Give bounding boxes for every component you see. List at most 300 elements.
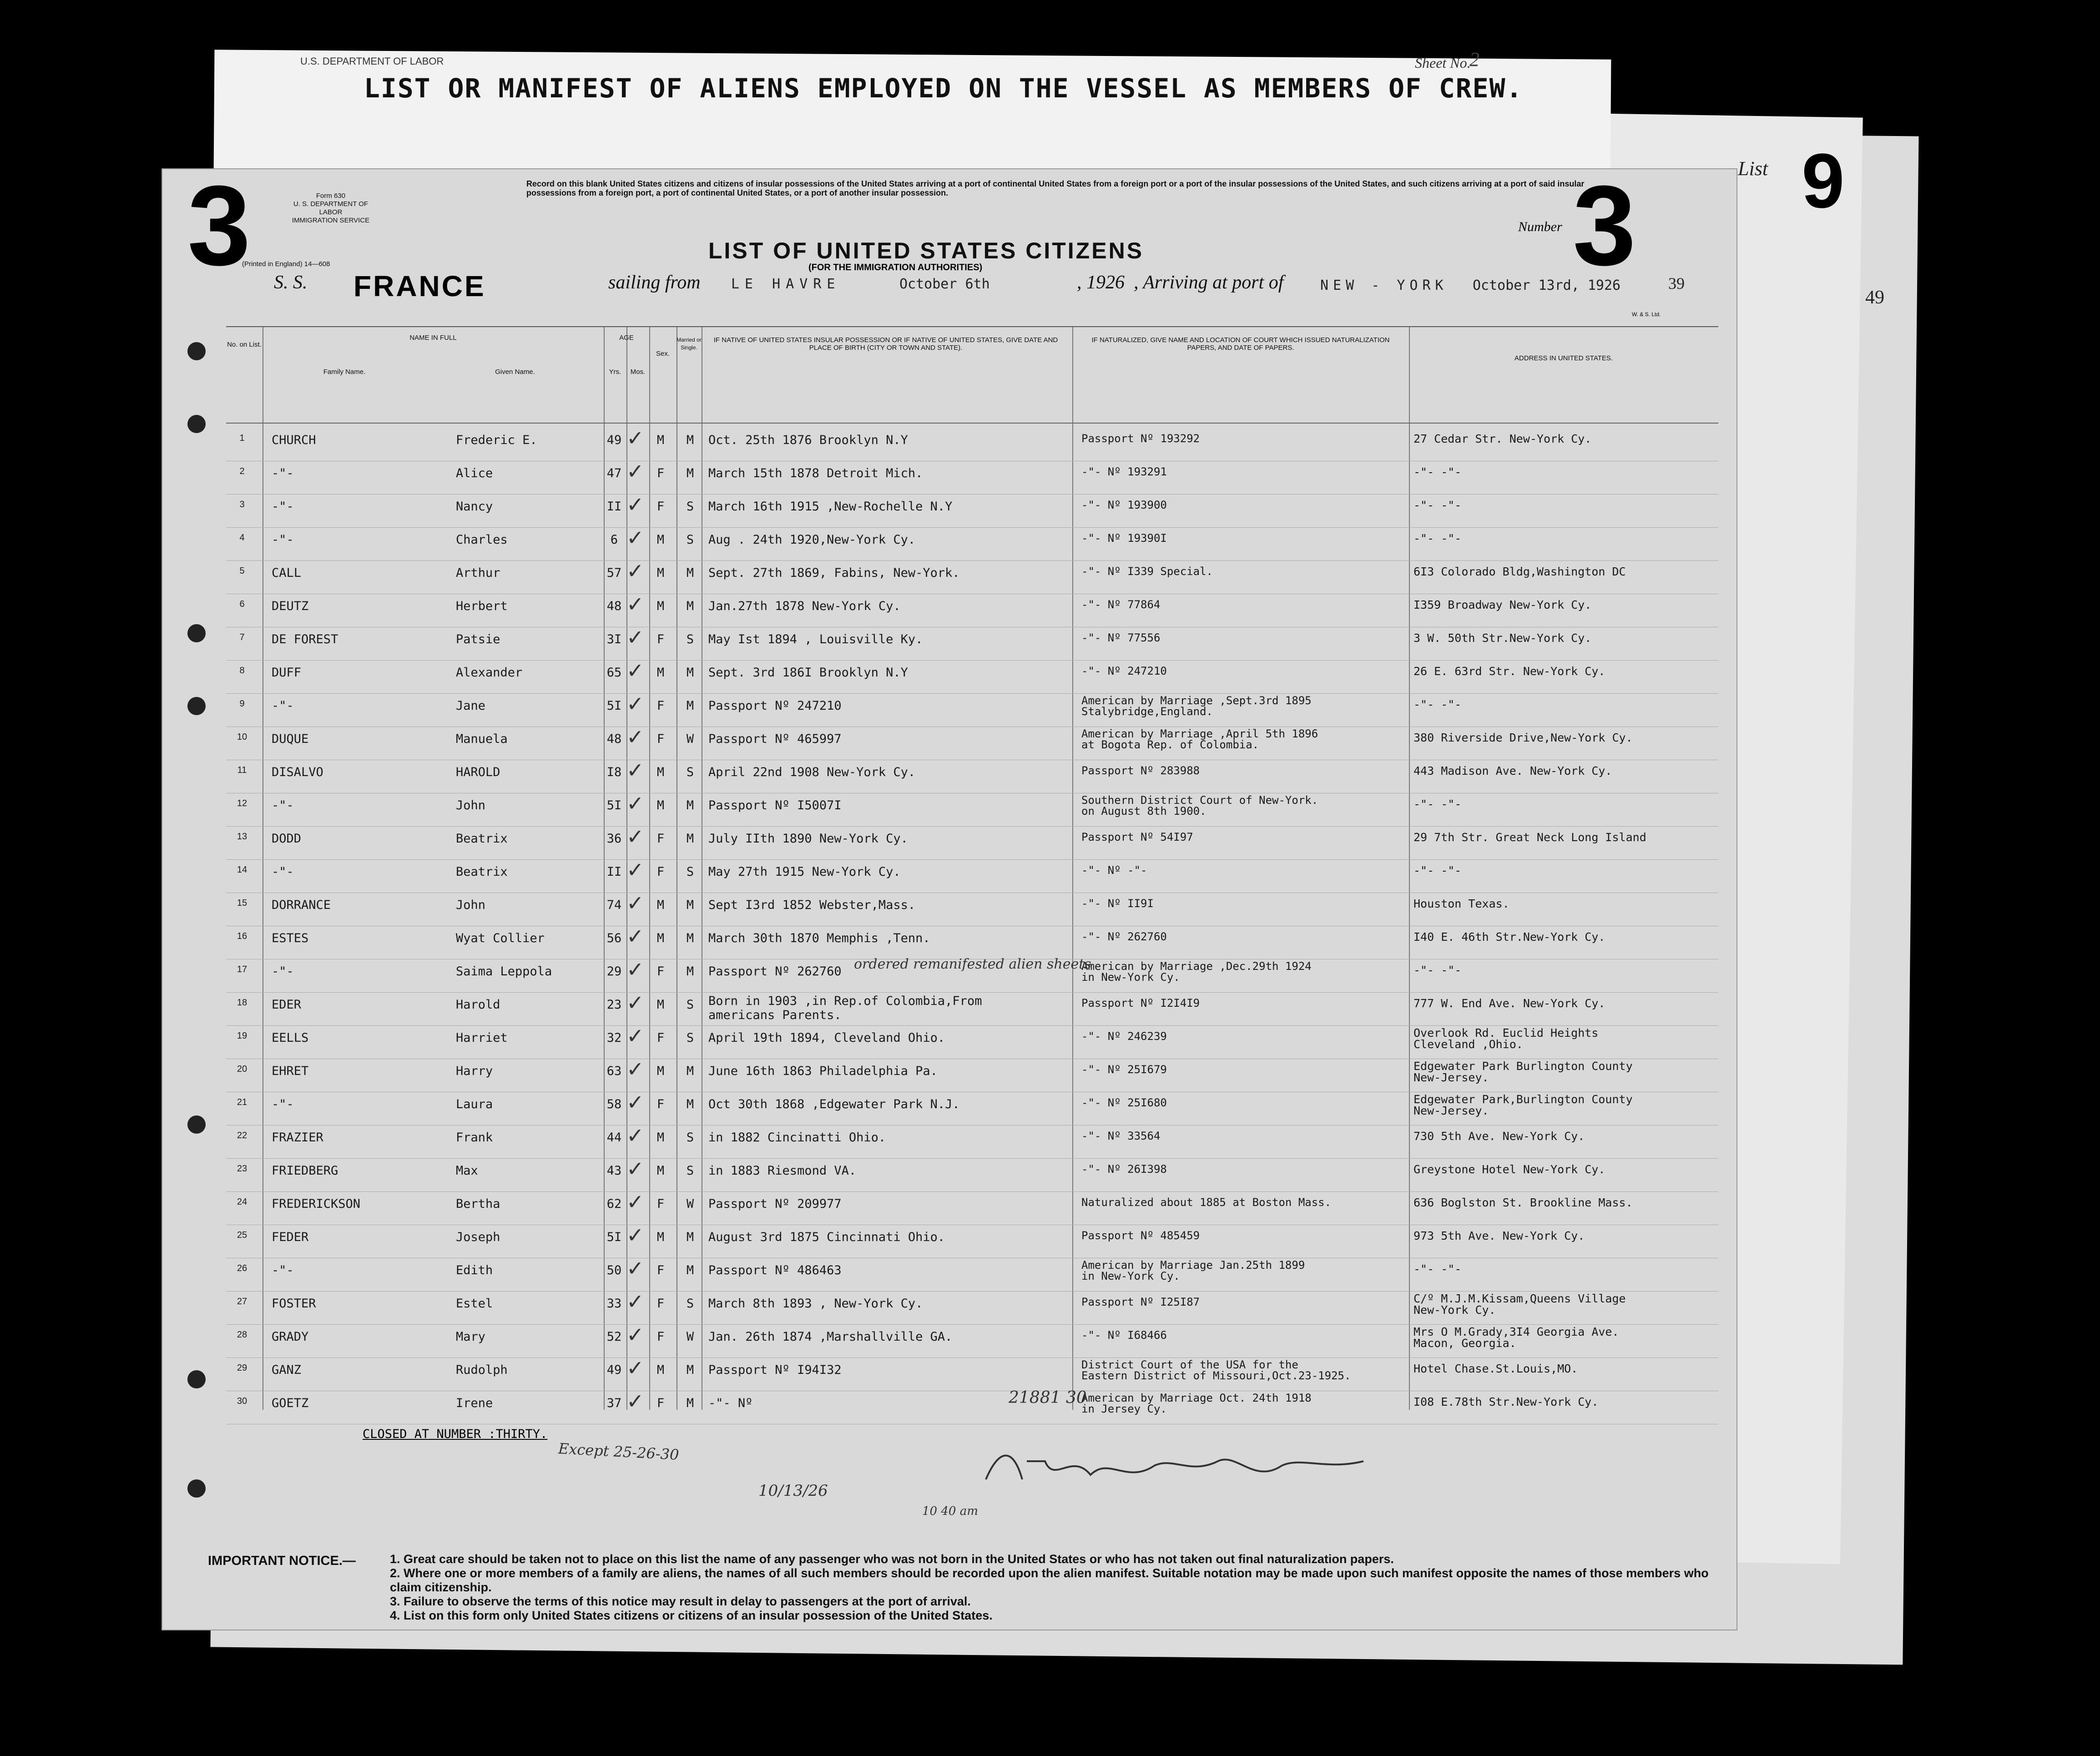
naturalization-info: Naturalized about 1885 at Boston Mass. bbox=[1081, 1196, 1332, 1209]
sex: F bbox=[656, 1263, 665, 1277]
age-years: II bbox=[606, 500, 622, 514]
marital-status: M bbox=[686, 566, 694, 580]
row-number: 13 bbox=[237, 832, 247, 842]
us-address: -"- -"- bbox=[1413, 698, 1462, 711]
birth-info: March 8th 1893 , New-York Cy. bbox=[708, 1297, 923, 1311]
given-name: Patsie bbox=[456, 632, 500, 646]
table-row bbox=[226, 525, 1718, 562]
binder-hole bbox=[187, 342, 206, 360]
marital-status: W bbox=[686, 1330, 694, 1344]
marital-status: M bbox=[686, 1230, 694, 1244]
check-mark-icon: ✓ bbox=[626, 658, 644, 683]
check-mark-icon: ✓ bbox=[626, 1123, 644, 1148]
birth-info: Passport Nº 262760 bbox=[708, 964, 842, 979]
age-years: 43 bbox=[606, 1164, 622, 1178]
family-name: ESTES bbox=[272, 931, 309, 945]
given-name: Wyat Collier bbox=[456, 931, 545, 945]
sex: F bbox=[656, 466, 665, 480]
marital-status: S bbox=[686, 632, 694, 646]
sex: M bbox=[656, 898, 665, 912]
marital-status: S bbox=[686, 1164, 694, 1178]
age-years: 48 bbox=[606, 599, 622, 613]
naturalization-info: -"- Nº 77864 bbox=[1081, 598, 1161, 611]
given-name: Alice bbox=[456, 466, 493, 480]
sex: M bbox=[656, 566, 665, 580]
family-name: FRAZIER bbox=[272, 1130, 323, 1145]
marital-status: M bbox=[686, 1396, 694, 1410]
check-mark-icon: ✓ bbox=[626, 1389, 644, 1413]
back-page-number: 49 bbox=[1865, 287, 1884, 308]
check-mark-icon: ✓ bbox=[626, 459, 644, 484]
binder-hole bbox=[187, 1115, 206, 1134]
col-no: No. on List. bbox=[227, 341, 262, 348]
age-years: 52 bbox=[606, 1330, 622, 1344]
check-mark-icon: ✓ bbox=[626, 1223, 644, 1247]
table-row bbox=[226, 592, 1718, 629]
given-name: Harold bbox=[456, 998, 500, 1012]
check-mark-icon: ✓ bbox=[626, 1024, 644, 1048]
to-port: NEW - YORK bbox=[1320, 278, 1448, 293]
col-address: ADDRESS IN UNITED STATES. bbox=[1514, 354, 1613, 362]
arriving-label: , Arriving at port of bbox=[1134, 272, 1284, 293]
marital-status: S bbox=[686, 533, 694, 547]
col-yrs: Yrs. bbox=[609, 368, 621, 376]
number-label: Number bbox=[1518, 219, 1562, 234]
sex: F bbox=[656, 832, 665, 846]
family-name: -"- bbox=[272, 964, 294, 979]
naturalization-info: Passport Nº 485459 bbox=[1081, 1229, 1200, 1242]
table-row bbox=[226, 1123, 1718, 1160]
table-row bbox=[226, 824, 1718, 861]
marital-status: M bbox=[686, 699, 694, 713]
birth-info: July IIth 1890 New-York Cy. bbox=[708, 832, 908, 846]
table-row bbox=[226, 1389, 1718, 1426]
naturalization-info: Passport Nº 54I97 bbox=[1081, 831, 1193, 843]
given-name: Arthur bbox=[456, 566, 500, 580]
age-years: 62 bbox=[606, 1197, 622, 1211]
printed-note: (Printed in England) 14—608 bbox=[242, 260, 330, 268]
form-page-number: 39 bbox=[1668, 274, 1685, 293]
naturalization-info: -"- Nº 25I679 bbox=[1081, 1063, 1167, 1076]
marital-status: M bbox=[686, 964, 694, 979]
check-mark-icon: ✓ bbox=[626, 791, 644, 816]
check-mark-icon: ✓ bbox=[626, 492, 644, 517]
naturalization-info: Passport Nº 193292 bbox=[1081, 432, 1200, 445]
family-name: -"- bbox=[272, 500, 294, 514]
row-number: 12 bbox=[237, 798, 247, 808]
row-number: 6 bbox=[239, 599, 245, 609]
family-name: -"- bbox=[272, 466, 294, 480]
row-number: 2 bbox=[239, 466, 245, 476]
col-sex: Sex. bbox=[656, 350, 670, 358]
birth-info: March 30th 1870 Memphis ,Tenn. bbox=[708, 931, 930, 945]
us-address: -"- -"- bbox=[1413, 964, 1462, 977]
binder-hole bbox=[187, 1479, 206, 1498]
us-address: C/º M.J.M.Kissam,Queens Village New-York Cy. bbox=[1413, 1292, 1626, 1317]
marital-status: M bbox=[686, 666, 694, 680]
birth-info: Oct 30th 1868 ,Edgewater Park N.J. bbox=[708, 1097, 960, 1111]
us-address: 26 E. 63rd Str. New-York Cy. bbox=[1413, 665, 1605, 678]
given-name: Manuela bbox=[456, 732, 508, 746]
row-number: 21 bbox=[237, 1097, 247, 1107]
age-years: 37 bbox=[606, 1396, 622, 1410]
sex: M bbox=[656, 1130, 665, 1145]
birth-info: April 19th 1894, Cleveland Ohio. bbox=[708, 1031, 945, 1045]
birth-info: in 1883 Riesmond VA. bbox=[708, 1164, 857, 1178]
row-number: 5 bbox=[239, 566, 245, 576]
back-sheet-value: 2 bbox=[1469, 48, 1479, 71]
sex: F bbox=[656, 1031, 665, 1045]
marital-status: W bbox=[686, 1197, 694, 1211]
family-name: DEUTZ bbox=[272, 599, 309, 613]
age-years: 23 bbox=[606, 998, 622, 1012]
naturalization-info: -"- Nº 193900 bbox=[1081, 499, 1167, 511]
row-number: 8 bbox=[239, 666, 245, 676]
us-address: 29 7th Str. Great Neck Long Island bbox=[1413, 831, 1646, 844]
row-number: 20 bbox=[237, 1064, 247, 1074]
naturalization-info: American by Marriage ,Sept.3rd 1895 Stalybridge,England. bbox=[1081, 694, 1312, 718]
family-name: CALL bbox=[272, 566, 302, 580]
row-number: 11 bbox=[237, 765, 247, 775]
sex: M bbox=[656, 599, 665, 613]
birth-info: Jan. 26th 1874 ,Marshallville GA. bbox=[708, 1330, 953, 1344]
given-name: Laura bbox=[456, 1097, 493, 1111]
marital-status: M bbox=[686, 433, 694, 447]
ship-name: FRANCE bbox=[353, 270, 486, 303]
check-mark-icon: ✓ bbox=[626, 1190, 644, 1214]
table-row bbox=[226, 1156, 1718, 1193]
row-number: 23 bbox=[237, 1164, 247, 1174]
birth-info: -"- Nº bbox=[708, 1396, 753, 1410]
birth-info: Passport Nº 247210 bbox=[708, 699, 842, 713]
age-years: 47 bbox=[606, 466, 622, 480]
age-years: 49 bbox=[606, 1363, 622, 1377]
table-row bbox=[226, 990, 1718, 1027]
family-name: EHRET bbox=[272, 1064, 309, 1078]
marital-status: M bbox=[686, 898, 694, 912]
row-number: 15 bbox=[237, 898, 247, 908]
notice-item: 2. Where one or more members of a family are aliens, the names of all such members should be recorded upon the alien manifest. Suitable notation may be made upon such manifest opposite the names of those members who claim citizenship. bbox=[390, 1566, 1709, 1594]
family-name: FOSTER bbox=[272, 1297, 316, 1311]
us-address: I359 Broadway New-York Cy. bbox=[1413, 598, 1592, 611]
age-years: 5I bbox=[606, 798, 622, 812]
sex: M bbox=[656, 931, 665, 945]
row-number: 1 bbox=[239, 433, 245, 443]
citizens-list-form bbox=[162, 162, 1737, 1630]
family-name: GOETZ bbox=[272, 1396, 309, 1410]
birth-info: Aug . 24th 1920,New-York Cy. bbox=[708, 533, 916, 547]
age-years: 74 bbox=[606, 898, 622, 912]
age-years: 36 bbox=[606, 832, 622, 846]
closing-note: CLOSED AT NUMBER :THIRTY. bbox=[363, 1427, 548, 1441]
col-birth: IF NATIVE OF UNITED STATES INSULAR POSSESSION OR IF NATIVE OF UNITED STATES, GIVE DATE AND PLACE OF BIRTH (CITY OR TOWN AND STATE). bbox=[713, 336, 1058, 352]
age-years: 6 bbox=[610, 533, 618, 547]
handwritten-number: 21881 30 bbox=[1009, 1388, 1087, 1407]
birth-info: June 16th 1863 Philadelphia Pa. bbox=[708, 1064, 938, 1078]
given-name: Max bbox=[456, 1164, 478, 1178]
given-name: HAROLD bbox=[456, 765, 500, 779]
check-mark-icon: ✓ bbox=[626, 1322, 644, 1347]
notice-item: 3. Failure to observe the terms of this notice may result in delay to passengers at the port of arrival. bbox=[390, 1595, 971, 1608]
marital-status: M bbox=[686, 798, 694, 812]
table-row bbox=[226, 658, 1718, 695]
naturalization-info: -"- Nº 247210 bbox=[1081, 665, 1167, 677]
check-mark-icon: ✓ bbox=[626, 1090, 644, 1115]
age-years: 5I bbox=[606, 699, 622, 713]
family-name: DISALVO bbox=[272, 765, 323, 779]
marital-status: M bbox=[686, 1363, 694, 1377]
birth-info: Passport Nº I94I32 bbox=[708, 1363, 842, 1377]
family-name: -"- bbox=[272, 865, 294, 879]
form-title: LIST OF UNITED STATES CITIZENS bbox=[708, 238, 1144, 263]
us-address: 636 Boglston St. Brookline Mass. bbox=[1413, 1196, 1633, 1209]
family-name: FEDER bbox=[272, 1230, 309, 1244]
sex: M bbox=[656, 1164, 665, 1178]
naturalization-info: -"- Nº -"- bbox=[1081, 864, 1147, 877]
check-mark-icon: ✓ bbox=[626, 559, 644, 583]
marital-status: M bbox=[686, 931, 694, 945]
sex: F bbox=[656, 1330, 665, 1344]
row-number: 18 bbox=[237, 998, 247, 1008]
notice-item: 1. Great care should be taken not to place on this list the name of any passenger who was not born in the United States or who has not taken out final naturalization papers. bbox=[390, 1552, 1394, 1566]
us-address: -"- -"- bbox=[1413, 465, 1462, 479]
us-address: 3 W. 50th Str.New-York Cy. bbox=[1413, 631, 1592, 645]
table-row bbox=[226, 1256, 1718, 1293]
sex: M bbox=[656, 433, 665, 447]
check-mark-icon: ✓ bbox=[626, 725, 644, 749]
check-mark-icon: ✓ bbox=[626, 691, 644, 716]
check-mark-icon: ✓ bbox=[626, 1156, 644, 1181]
us-address: 973 5th Ave. New-York Cy. bbox=[1413, 1229, 1585, 1242]
row-number: 22 bbox=[237, 1130, 247, 1140]
sex: F bbox=[656, 732, 665, 746]
citizens-table bbox=[226, 326, 1718, 1415]
sex: F bbox=[656, 1396, 665, 1410]
naturalization-info: -"- Nº I339 Special. bbox=[1081, 565, 1213, 578]
us-address: -"- -"- bbox=[1413, 532, 1462, 545]
family-name: FREDERICKSON bbox=[272, 1197, 361, 1211]
given-name: Edith bbox=[456, 1263, 493, 1277]
family-name: CHURCH bbox=[272, 433, 316, 447]
age-years: 50 bbox=[606, 1263, 622, 1277]
table-row bbox=[226, 791, 1718, 828]
naturalization-info: -"- Nº 246239 bbox=[1081, 1030, 1167, 1043]
naturalization-info: -"- Nº 26I398 bbox=[1081, 1163, 1167, 1176]
check-mark-icon: ✓ bbox=[626, 1057, 644, 1081]
age-years: 63 bbox=[606, 1064, 622, 1078]
age-years: 29 bbox=[606, 964, 622, 979]
col-name-in-full: NAME IN FULL bbox=[409, 334, 457, 342]
col-naturalized: IF NATURALIZED, GIVE NAME AND LOCATION OF COURT WHICH ISSUED NATURALIZATION PAPERS, AND DATE OF PAPERS. bbox=[1091, 336, 1390, 352]
age-years: 33 bbox=[606, 1297, 622, 1311]
family-name: DUQUE bbox=[272, 732, 309, 746]
back-list-number: 9 bbox=[1802, 138, 1845, 224]
check-mark-icon: ✓ bbox=[626, 1356, 644, 1380]
given-name: Harriet bbox=[456, 1031, 508, 1045]
given-name: Rudolph bbox=[456, 1363, 508, 1377]
family-name: -"- bbox=[272, 1263, 294, 1277]
sex: F bbox=[656, 1197, 665, 1211]
row-number: 26 bbox=[237, 1263, 247, 1273]
age-years: 65 bbox=[606, 666, 622, 680]
check-mark-icon: ✓ bbox=[626, 1256, 644, 1281]
birth-info: Sept. 3rd 186I Brooklyn N.Y bbox=[708, 666, 908, 680]
check-mark-icon: ✓ bbox=[626, 758, 644, 782]
sex: M bbox=[656, 798, 665, 812]
row-number: 30 bbox=[237, 1396, 247, 1406]
family-name: GANZ bbox=[272, 1363, 302, 1377]
age-years: 56 bbox=[606, 931, 622, 945]
given-name: Frederic E. bbox=[456, 433, 537, 447]
year-label: , 1926 bbox=[1077, 272, 1125, 293]
table-row bbox=[226, 725, 1718, 762]
naturalization-info: American by Marriage ,April 5th 1896 at Bogota Rep. of Colombia. bbox=[1081, 727, 1318, 751]
us-address: -"- -"- bbox=[1413, 499, 1462, 512]
us-address: -"- -"- bbox=[1413, 797, 1462, 811]
birth-info: Passport Nº I5007I bbox=[708, 798, 842, 812]
birth-info: March 16th 1915 ,New-Rochelle N.Y bbox=[708, 500, 953, 514]
family-name: -"- bbox=[272, 798, 294, 812]
birth-info: Passport Nº 486463 bbox=[708, 1263, 842, 1277]
family-name: -"- bbox=[272, 699, 294, 713]
us-address: I08 E.78th Str.New-York Cy. bbox=[1413, 1395, 1599, 1408]
row-number: 10 bbox=[237, 732, 247, 742]
family-name: -"- bbox=[272, 533, 294, 547]
row-number: 19 bbox=[237, 1031, 247, 1041]
table-row bbox=[226, 559, 1718, 595]
binder-hole bbox=[187, 415, 206, 433]
naturalization-info: -"- Nº 77556 bbox=[1081, 631, 1161, 644]
given-name: Frank bbox=[456, 1130, 493, 1145]
naturalization-info: Southern District Court of New-York. on August 8th 1900. bbox=[1081, 794, 1318, 817]
table-row bbox=[226, 1024, 1718, 1060]
us-address: Edgewater Park Burlington County New-Jersey. bbox=[1413, 1060, 1633, 1084]
birth-info: Passport Nº 209977 bbox=[708, 1197, 842, 1211]
sex: F bbox=[656, 964, 665, 979]
big-number-left: 3 bbox=[187, 162, 251, 289]
form-subtitle: (FOR THE IMMIGRATION AUTHORITIES) bbox=[808, 262, 983, 272]
form-service: IMMIGRATION SERVICE bbox=[292, 217, 370, 224]
printer-mark: W. & S. Ltd. bbox=[1632, 311, 1661, 318]
sex: M bbox=[656, 1230, 665, 1244]
marital-status: S bbox=[686, 865, 694, 879]
marital-status: S bbox=[686, 998, 694, 1012]
naturalization-info: -"- Nº 33564 bbox=[1081, 1130, 1161, 1142]
us-address: 27 Cedar Str. New-York Cy. bbox=[1413, 432, 1592, 445]
us-address: 6I3 Colorado Bldg,Washington DC bbox=[1413, 565, 1626, 578]
handwritten-date: 10/13/26 bbox=[758, 1482, 828, 1500]
col-family: Family Name. bbox=[323, 368, 366, 376]
back-sheet-title: LIST OR MANIFEST OF ALIENS EMPLOYED ON THE VESSEL AS MEMBERS OF CREW. bbox=[364, 73, 1523, 104]
sex: M bbox=[656, 998, 665, 1012]
row-number: 17 bbox=[237, 964, 247, 974]
given-name: Joseph bbox=[456, 1230, 500, 1244]
table-row bbox=[226, 1090, 1718, 1127]
sailing-label: sailing from bbox=[608, 272, 701, 293]
birth-info: Sept. 27th 1869, Fabins, New-York. bbox=[708, 566, 960, 580]
col-mos: Mos. bbox=[630, 368, 646, 376]
ss-label: S. S. bbox=[274, 272, 308, 293]
table-row bbox=[226, 858, 1718, 894]
age-years: I8 bbox=[606, 765, 622, 779]
handwritten-note: Except 25-26-30 bbox=[558, 1440, 680, 1463]
sex: M bbox=[656, 1363, 665, 1377]
given-name: Beatrix bbox=[456, 865, 508, 879]
age-years: 32 bbox=[606, 1031, 622, 1045]
row-number: 25 bbox=[237, 1230, 247, 1240]
age-years: 3I bbox=[606, 632, 622, 646]
given-name: John bbox=[456, 898, 486, 912]
given-name: Alexander bbox=[456, 666, 523, 680]
notice-lead: IMPORTANT NOTICE.— bbox=[208, 1554, 356, 1568]
given-name: Irene bbox=[456, 1396, 493, 1410]
age-years: 58 bbox=[606, 1097, 622, 1111]
row-number: 7 bbox=[239, 632, 245, 642]
table-row bbox=[226, 758, 1718, 795]
marital-status: S bbox=[686, 500, 694, 514]
naturalization-info: American by Marriage Jan.25th 1899 in New-York Cy. bbox=[1081, 1259, 1305, 1282]
us-address: 777 W. End Ave. New-York Cy. bbox=[1413, 997, 1605, 1010]
table-row bbox=[226, 1057, 1718, 1094]
us-address: 443 Madison Ave. New-York Cy. bbox=[1413, 764, 1612, 777]
naturalization-info: -"- Nº I68466 bbox=[1081, 1329, 1167, 1342]
from-port: LE HAVRE bbox=[731, 276, 841, 292]
sex: F bbox=[656, 1097, 665, 1111]
table-row bbox=[226, 426, 1718, 463]
birth-info: Passport Nº 465997 bbox=[708, 732, 842, 746]
table-row bbox=[226, 1289, 1718, 1326]
given-name: Harry bbox=[456, 1064, 493, 1078]
naturalization-info: District Court of the USA for the Eastern District of Missouri,Oct.23-1925. bbox=[1081, 1358, 1351, 1382]
row-number: 16 bbox=[237, 931, 247, 941]
age-years: II bbox=[606, 865, 622, 879]
given-name: Estel bbox=[456, 1297, 493, 1311]
birth-info: March 15th 1878 Detroit Mich. bbox=[708, 466, 923, 480]
check-mark-icon: ✓ bbox=[626, 525, 644, 550]
form-dept: U. S. DEPARTMENT OF LABOR bbox=[293, 200, 369, 216]
naturalization-info: Passport Nº 283988 bbox=[1081, 764, 1200, 777]
row-number: 9 bbox=[239, 699, 245, 709]
sex: F bbox=[656, 632, 665, 646]
us-address: -"- -"- bbox=[1413, 1262, 1462, 1276]
from-date: October 6th bbox=[899, 276, 990, 292]
family-name: -"- bbox=[272, 1097, 294, 1111]
table-row bbox=[226, 459, 1718, 496]
marital-status: S bbox=[686, 1297, 694, 1311]
check-mark-icon: ✓ bbox=[626, 592, 644, 616]
age-years: 44 bbox=[606, 1130, 622, 1145]
sex: F bbox=[656, 1297, 665, 1311]
given-name: Herbert bbox=[456, 599, 508, 613]
handwritten-row17-note: ordered remanifested alien sheets bbox=[854, 956, 1091, 972]
naturalization-info: American by Marriage Oct. 24th 1918 in Jersey Cy. bbox=[1081, 1392, 1312, 1415]
col-age: AGE bbox=[619, 334, 634, 342]
birth-info: May Ist 1894 , Louisville Ky. bbox=[708, 632, 923, 646]
back-sheet-label: Sheet No. bbox=[1415, 55, 1471, 71]
back-sheet-department: U.S. DEPARTMENT OF LABOR bbox=[300, 56, 444, 67]
table-row bbox=[226, 625, 1718, 662]
binder-hole bbox=[187, 624, 206, 642]
naturalization-info: -"- Nº 19390I bbox=[1081, 532, 1167, 545]
given-name: Bertha bbox=[456, 1197, 500, 1211]
check-mark-icon: ✓ bbox=[626, 1289, 644, 1314]
sex: F bbox=[656, 865, 665, 879]
birth-info: Born in 1903 ,in Rep.of Colombia,From americans Parents. bbox=[708, 994, 982, 1022]
sex: M bbox=[656, 533, 665, 547]
us-address: 730 5th Ave. New-York Cy. bbox=[1413, 1130, 1585, 1143]
age-years: 5I bbox=[606, 1230, 622, 1244]
check-mark-icon: ✓ bbox=[626, 426, 644, 450]
